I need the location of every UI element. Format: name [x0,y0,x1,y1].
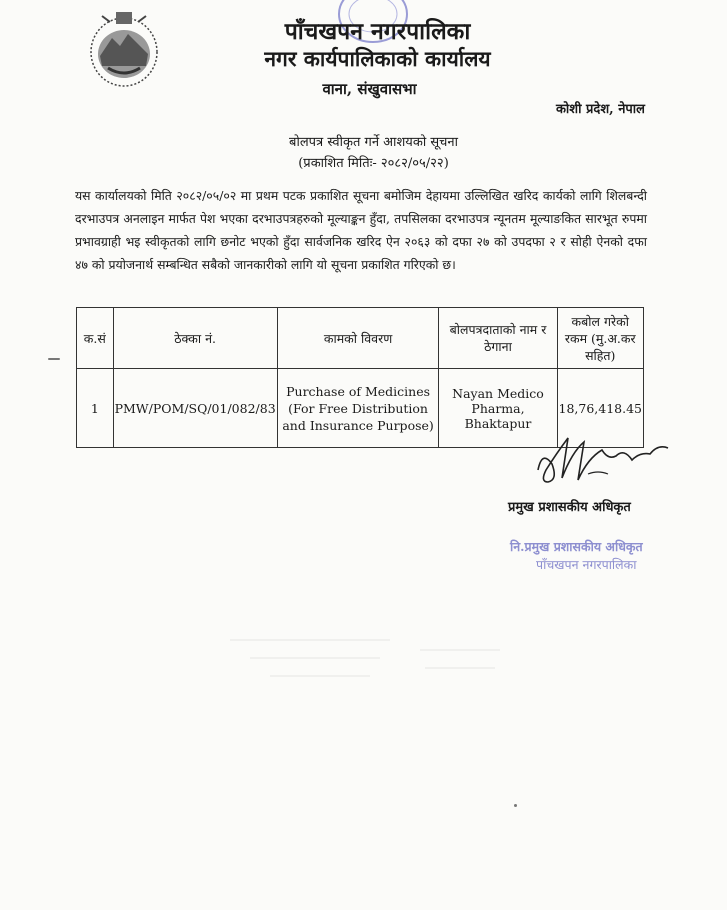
scan-speck [48,358,60,360]
scan-speck [514,804,517,807]
notice-title: बोलपत्र स्वीकृत गर्ने आशयको सूचना [289,135,458,150]
col-header-sn: क.सं [77,308,114,369]
col-header-contract: ठेक्का नं. [113,308,277,369]
stamp-line-1: नि.प्रमुख प्रशासकीय अधिकृत [510,539,643,554]
col-header-description: कामको विवरण [277,308,439,369]
cell-sn: 1 [77,369,114,448]
handwritten-signature [528,430,674,496]
stamp-line-2: पाँचखपन नगरपालिका [536,557,637,572]
bid-table [76,307,644,448]
table-header-row [77,308,644,369]
bleed-through-artifact [170,600,550,710]
notice-body: यस कार्यालयको मिति २०८२/०५/०२ मा प्रथम पटक प्रकाशित सूचना बमोजिम देहायमा उल्लिखित खरिद कार्यको लागि शिलबन्दी दरभाउपत्र अनलाइन मार्फत पेश भएका दरभाउपत्रहरुको मूल्याङ्कन हुँदा, तपसिलका दरभाउपत्र न्यूनतम मूल्याङकित सारभूत रुपमा प्रभावग्राही भइ स्वीकृतको लागि छनोट भएको हुँदा सार्वजनिक खरिद ऐन २०६३ को दफा २७ को उपदफा २ र सोही ऐनको दफा ४७ को प्रयोजनार्थ सम्बन्धित सबैको जानकारीको लागि यो सूचना प्रकाशित गरिएको छ। [75,188,647,272]
municipality-name: पाँचखपन नगरपालिका [284,18,471,45]
cell-amount: 18,76,418.45 [557,369,644,448]
col-header-amount: कबोल गरेको रकम (मु.अ.कर सहित) [557,308,644,369]
signatory-title: प्रमुख प्रशासकीय अधिकृत [508,500,631,515]
cell-bidder: Nayan Medico Pharma, Bhaktapur [439,369,557,448]
province-label: कोशी प्रदेश, नेपाल [555,102,645,117]
col-header-bidder: बोलपत्रदाताको नाम र ठेगाना [439,308,557,369]
office-name: नगर कार्यपालिकाको कार्यालय [264,46,491,71]
cell-description: Purchase of Medicines (For Free Distribution and Insurance Purpose) [277,369,439,448]
published-date: (प्रकाशित मितिः- २०८२/०५/२२) [298,156,449,171]
office-location: वाना, संखुवासभा [322,80,417,98]
cell-contract-no: PMW/POM/SQ/01/082/83 [113,369,277,448]
